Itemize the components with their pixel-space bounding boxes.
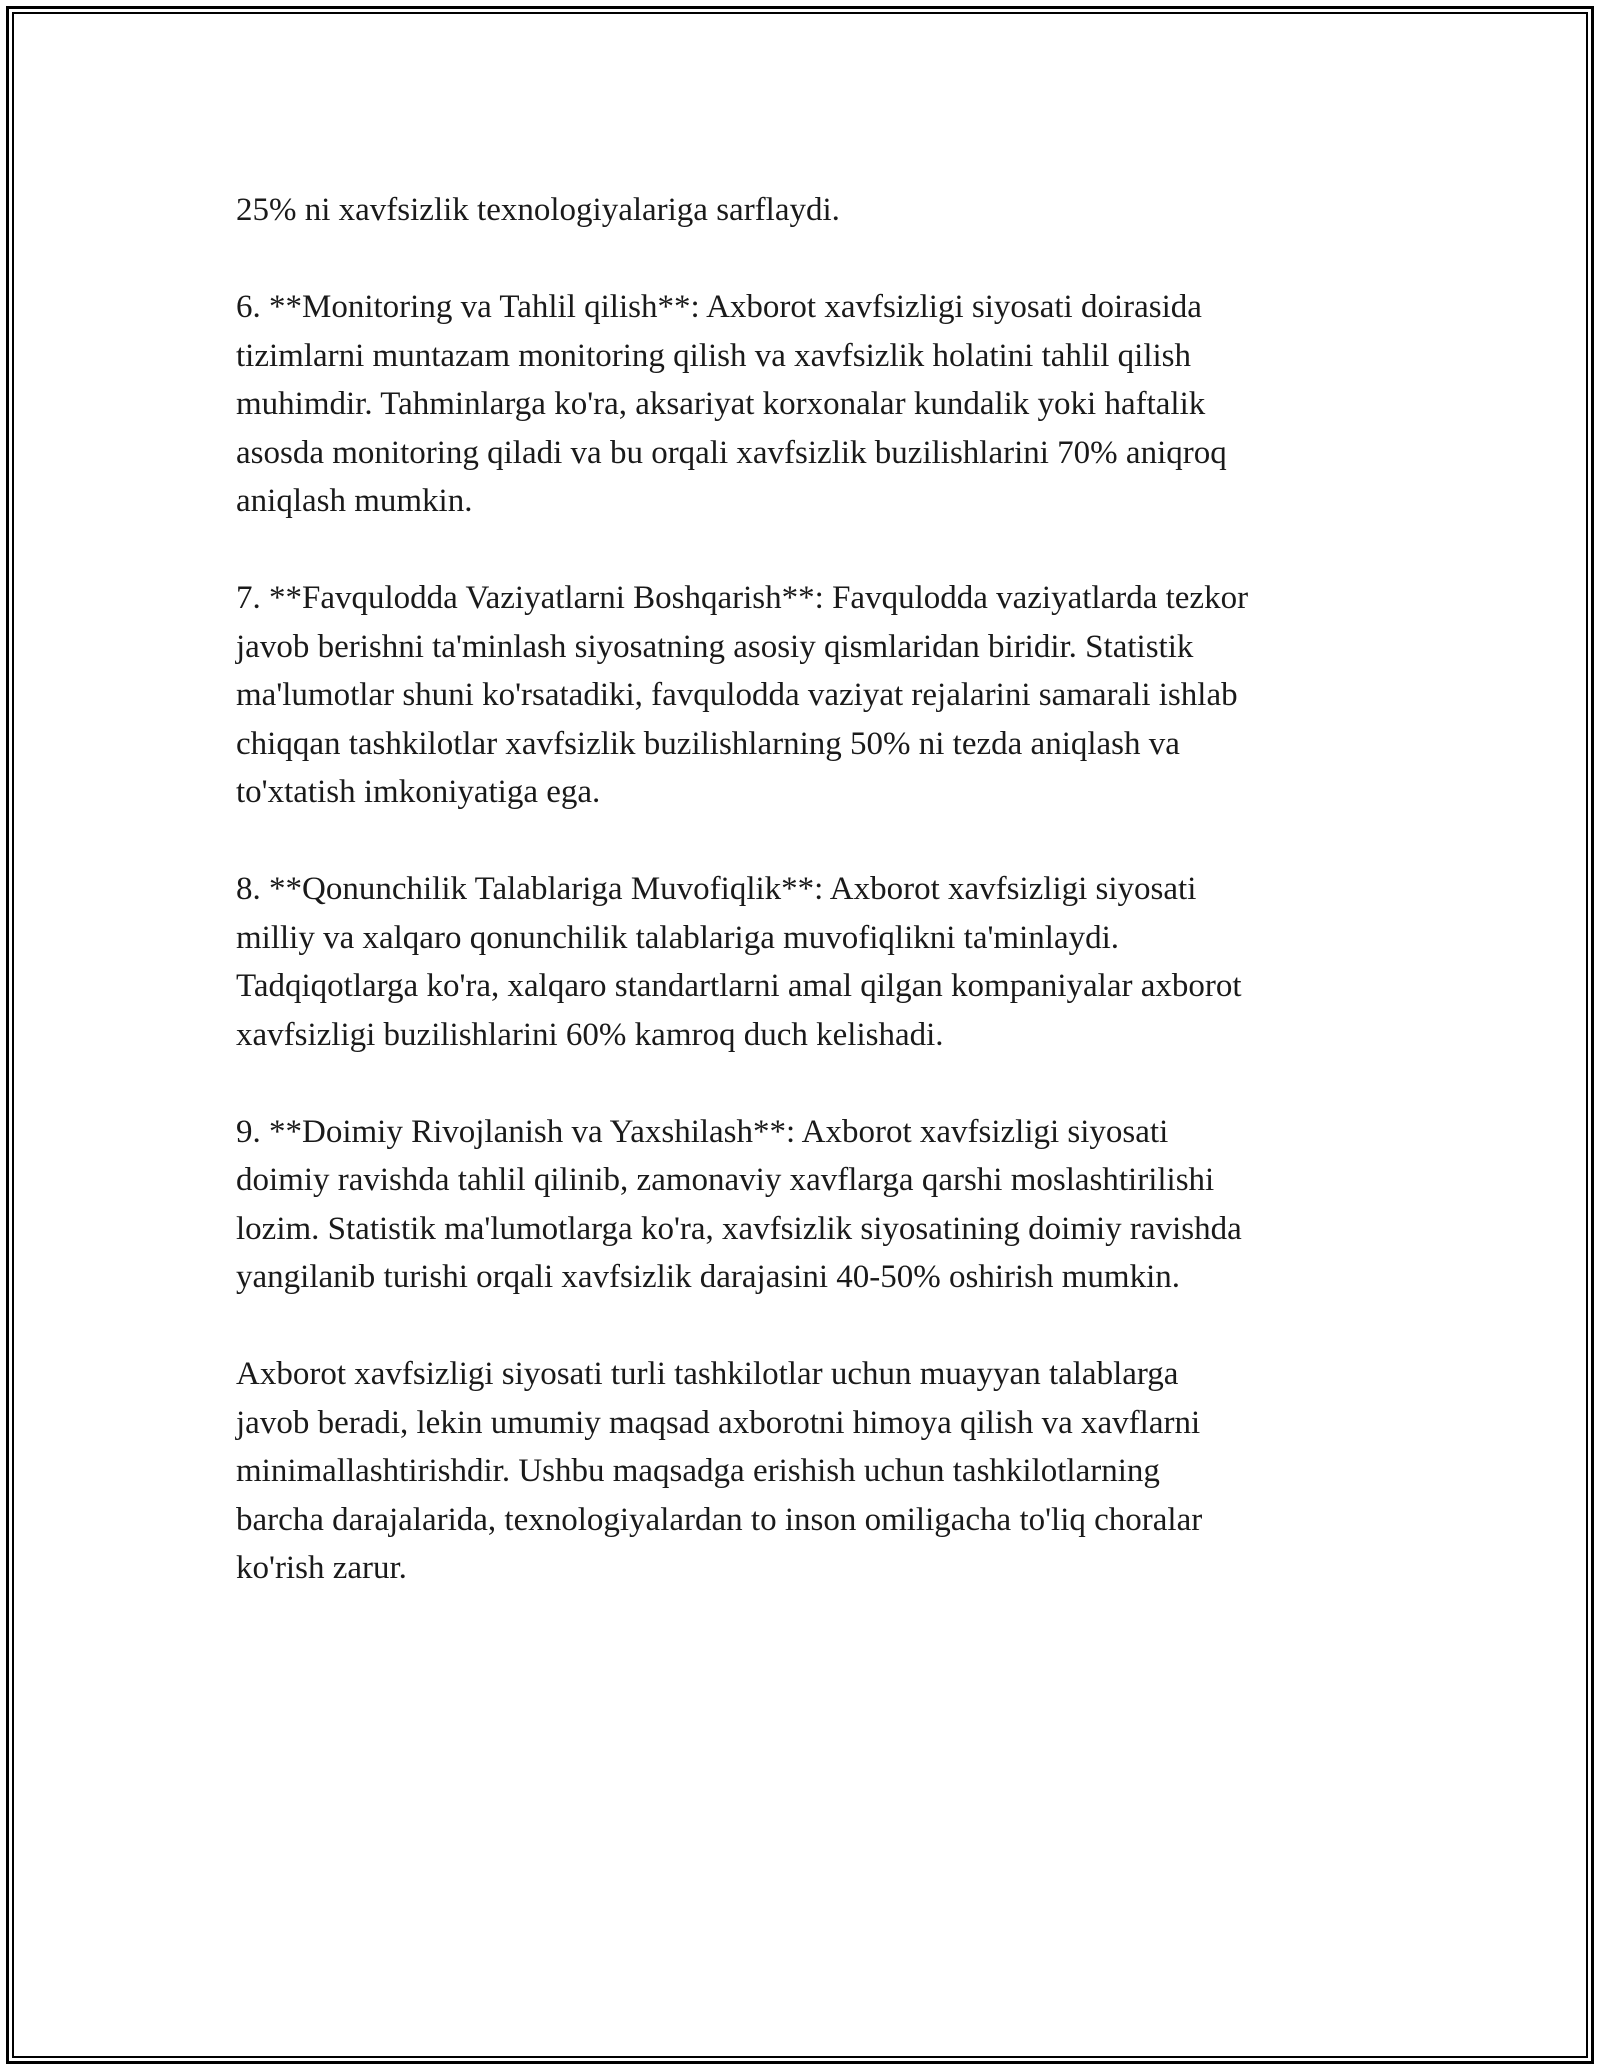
document-body [236,186,1386,1641]
paragraph-conclusion: Axborot xavfsizligi siyosati turli tashkilotlar uchun muayyan talablarga javob beradi, lekin umumiy maqsad axborotni himoya qilish va xavflarni minimallashtirishdir. Ushbu maqsadga erishish uchun tashkilotlarning barcha darajalarida, texnologiyalardan to inson omiligacha to'liq choralar ko'rish zarur. [236,1356,1203,1586]
paragraph-continuation: 25% ni xavfsizlik texnologiyalariga sarflaydi. [236,192,840,228]
paragraph-legal-compliance: 8. **Qonunchilik Talablariga Muvofiqlik**: Axborot xavfsizligi siyosati milliy va xalqaro qonunchilik talablariga muvofiqlikni ta'minlaydi. Tadqiqotlarga ko'ra, xalqaro standartlarni amal qilgan kompaniyalar axborot xavfsizligi buzilishlarini 60% kamroq duch kelishadi. [236,871,1242,1053]
paragraph-monitoring: 6. **Monitoring va Tahlil qilish**: Axborot xavfsizligi siyosati doirasida tizimlarni muntazam monitoring qilish va xavfsizlik holatini tahlil qilish muhimdir. Tahminlarga ko'ra, aksariyat korxonalar kundalik yoki haftalik asosda monitoring qiladi va bu orqali xavfsizlik buzilishlarini 70% aniqroq aniqlash mumkin. [236,289,1227,519]
paragraph-emergency-management: 7. **Favqulodda Vaziyatlarni Boshqarish**: Favqulodda vaziyatlarda tezkor javob berishni ta'minlash siyosatning asosiy qismlaridan biridir. Statistik ma'lumotlar shuni ko'rsatadiki, favqulodda vaziyat rejalarini samarali ishlab chiqqan tashkilotlar xavfsizlik buzilishlarning 50% ni tezda aniqlash va to'xtatish imkoniyatiga ega. [236,580,1249,810]
paragraph-continuous-improvement: 9. **Doimiy Rivojlanish va Yaxshilash**: Axborot xavfsizligi siyosati doimiy ravishda tahlil qilinib, zamonaviy xavflarga qarshi moslashtirilishi lozim. Statistik ma'lumotlarga ko'ra, xavfsizlik siyosatining doimiy ravishda yangilanib turishi orqali xavfsizlik darajasini 40-50% oshirish mumkin. [236,1113,1242,1295]
